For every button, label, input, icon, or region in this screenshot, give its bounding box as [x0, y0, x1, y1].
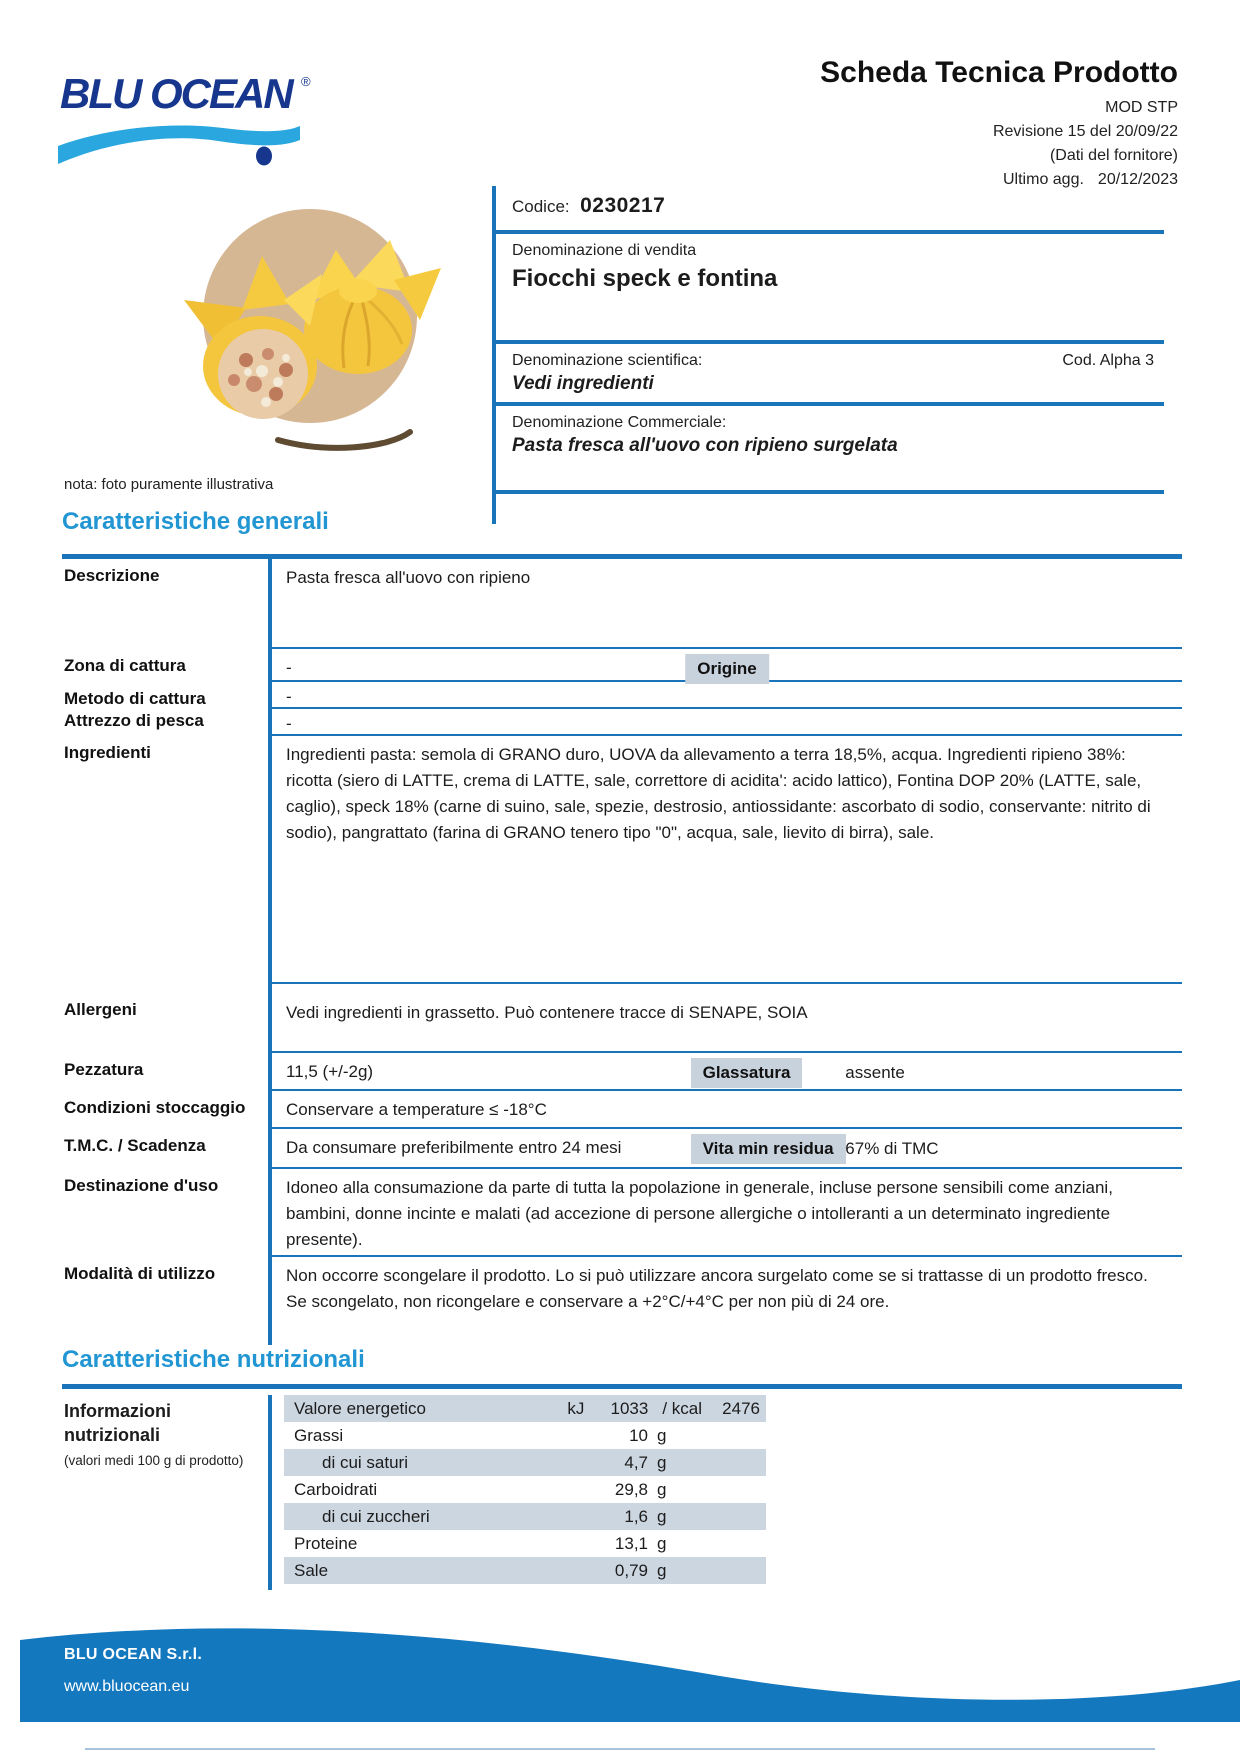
nutrition-info-note: (valori medi 100 g di prodotto) [64, 1453, 244, 1468]
vita-min-residua-value: 67% di TMC [845, 1139, 939, 1158]
kcal-value: 2476 [722, 1398, 760, 1418]
nutrition-values-column [268, 1395, 774, 1590]
nutrient-unit: g [657, 1479, 667, 1499]
table-row [62, 1257, 1182, 1345]
document-title: Scheda Tecnica Prodotto [820, 56, 1178, 89]
origine-badge: Origine [685, 654, 769, 684]
nutrient-unit: g [657, 1452, 667, 1472]
row-label: Modalità di utilizzo [64, 1264, 216, 1283]
row-value-text: Da consumare preferibilmente entro 24 mesi [286, 1138, 622, 1157]
row-value: Idoneo alla consumazione da parte di tutta la popolazione in generale, incluse persone sensibili come anziani, bambini, donne incinte e malati (ad accezione di persone allergiche o intolleranti a un determinato ingrediente presente). [268, 1169, 1182, 1257]
row-value [268, 1129, 1182, 1169]
row-label: T.M.C. / Scadenza [64, 1136, 206, 1155]
row-value: - [268, 682, 1182, 709]
document-meta [618, 96, 1178, 192]
table-row [62, 736, 1182, 984]
nutrient-name: Grassi [294, 1425, 344, 1445]
product-block-tail [496, 494, 1164, 524]
product-code-row [496, 186, 1164, 234]
row-value-text: - [286, 658, 292, 677]
blu-ocean-logo [58, 68, 328, 168]
revision-line: Revisione 15 del 20/09/22 [992, 123, 1178, 140]
row-label: Destinazione d'uso [64, 1176, 219, 1195]
row-value: Ingredienti pasta: semola di GRANO duro, UOVA da allevamento a terra 18,5%, acqua. Ingredienti ripieno 38%: ricotta (siero di LATTE, crema di LATTE, sale, correttore di acidita': acido lattico), Fontina DOP 20% (LATTE, sale, caglio), speck 18% (carne di suino, sale, spezie, destrosio, antiossidante: ascorbato di sodio, conservante: nitrito di sodio), pangrattato (farina di GRANO tenero tipo "0", acqua, sale, lievito di birra), sale. [268, 736, 1182, 984]
nutrient-value: 29,8 [614, 1479, 648, 1499]
commercial-name-value: Pasta fresca all'uovo con ripieno surgelata [512, 435, 898, 456]
footer-website-link[interactable]: www.bluocean.eu [64, 1678, 190, 1695]
sales-name-value: Fiocchi speck e fontina [512, 265, 778, 292]
nutrition-info-label: Informazioni nutrizionali [64, 1401, 171, 1445]
page-bottom-rule [85, 1748, 1155, 1750]
nutrient-name: Carboidrati [294, 1479, 378, 1499]
nutrition-table [62, 1384, 1182, 1590]
last-update-date: 20/12/2023 [1097, 171, 1178, 188]
scientific-name-label: Denominazione scientifica: [512, 352, 703, 369]
table-row [62, 1053, 1182, 1091]
nutrition-info-column [62, 1395, 268, 1590]
table-row [62, 709, 1182, 736]
last-update-label: Ultimo agg. [1003, 171, 1084, 188]
commercial-name-label: Denominazione Commerciale: [512, 414, 727, 431]
general-characteristics-table [62, 554, 1182, 1345]
footer-company-name: BLU OCEAN S.r.l. [64, 1646, 203, 1663]
nutrient-value: 0,79 [614, 1560, 648, 1580]
table-row [62, 649, 1182, 682]
table-row [62, 1169, 1182, 1257]
product-photo [158, 188, 448, 458]
row-label: Zona di cattura [64, 656, 186, 675]
row-value: Pasta fresca all'uovo con ripieno [268, 559, 1182, 649]
glassatura-badge: Glassatura [691, 1058, 803, 1088]
nutrient-value: 10 [629, 1425, 648, 1445]
nutrition-row [284, 1503, 766, 1530]
table-row [62, 984, 1182, 1053]
photo-disclaimer-note: nota: foto puramente illustrativa [64, 476, 274, 493]
nutrition-row [284, 1530, 766, 1557]
product-identification-block [492, 186, 1164, 524]
footer-text [64, 1646, 202, 1696]
nutrient-unit: g [657, 1533, 667, 1553]
nutrient-name: Proteine [294, 1533, 358, 1553]
nutrition-row [284, 1557, 766, 1584]
kj-label: kJ [567, 1398, 585, 1418]
row-value: - [268, 709, 1182, 736]
logo-brand-text: BLU OCEAN [60, 70, 292, 117]
nutrient-unit: g [657, 1425, 667, 1445]
row-value: Conservare a temperature ≤ -18°C [268, 1091, 1182, 1129]
row-value-text: 11,5 (+/-2g) [286, 1062, 374, 1081]
glassatura-value: assente [845, 1063, 905, 1082]
nutrient-name: di cui saturi [322, 1452, 408, 1472]
nutrition-row [284, 1449, 766, 1476]
product-code-value: 0230217 [580, 194, 666, 217]
table-row [62, 1129, 1182, 1169]
mod-line: MOD STP [1105, 99, 1178, 116]
kcal-label: / kcal [662, 1398, 702, 1418]
nutrient-value: 1,6 [624, 1506, 648, 1526]
logo-dot-icon [256, 147, 272, 166]
scientific-name-value: Vedi ingredienti [512, 373, 654, 394]
scientific-name-section [496, 344, 1164, 406]
supplier-note-line: (Dati del fornitore) [1049, 147, 1178, 164]
table-row [62, 559, 1182, 649]
document-header [618, 56, 1178, 192]
nutrition-row-energy [284, 1395, 766, 1422]
row-value: Vedi ingredienti in grassetto. Può contenere tracce di SENAPE, SOIA [268, 984, 1182, 1053]
kj-value: 1033 [610, 1398, 649, 1418]
vita-min-residua-badge: Vita min residua [691, 1134, 846, 1164]
row-label: Attrezzo di pesca [64, 711, 204, 730]
row-label: Ingredienti [64, 743, 151, 762]
nutrient-unit: g [657, 1560, 667, 1580]
photo-swoosh-shadow [278, 432, 410, 448]
nutrition-section-heading: Caratteristiche nutrizionali [62, 1346, 365, 1373]
nutrient-value: 4,7 [624, 1452, 648, 1472]
general-section-heading: Caratteristiche generali [62, 508, 329, 535]
blu-ocean-logo-graphic [58, 68, 328, 168]
row-label: Metodo di cattura [64, 689, 206, 708]
nutrition-row [284, 1422, 766, 1449]
table-row [62, 682, 1182, 709]
row-value: Non occorre scongelare il prodotto. Lo si può utilizzare ancora surgelato come se si trattasse di un prodotto fresco. Se scongelato, non ricongelare e conservare a +2°C/+4°C per non più di 24 ore. [268, 1257, 1182, 1345]
row-value [268, 1053, 1182, 1091]
sales-name-label: Denominazione di vendita [512, 242, 697, 259]
row-label: Allergeni [64, 1000, 137, 1019]
nutrient-name: Sale [294, 1560, 329, 1580]
product-code-label: Codice: [512, 197, 570, 216]
row-label: Descrizione [64, 566, 160, 585]
commercial-name-section [496, 406, 1164, 494]
nutrient-name: di cui zuccheri [322, 1506, 430, 1526]
nutrient-unit: g [657, 1506, 667, 1526]
row-label: Pezzatura [64, 1060, 144, 1079]
nutrient-value: 13,1 [614, 1533, 648, 1553]
alpha-code: Cod. Alpha 3 [1062, 352, 1154, 369]
row-label: Condizioni stoccaggio [64, 1098, 246, 1117]
table-row [62, 1091, 1182, 1129]
nutrient-name: Valore energetico [294, 1398, 426, 1418]
row-value [268, 649, 1182, 682]
nutrition-row [284, 1476, 766, 1503]
registered-trademark-icon: ® [301, 74, 311, 89]
sales-name-section [496, 234, 1164, 344]
